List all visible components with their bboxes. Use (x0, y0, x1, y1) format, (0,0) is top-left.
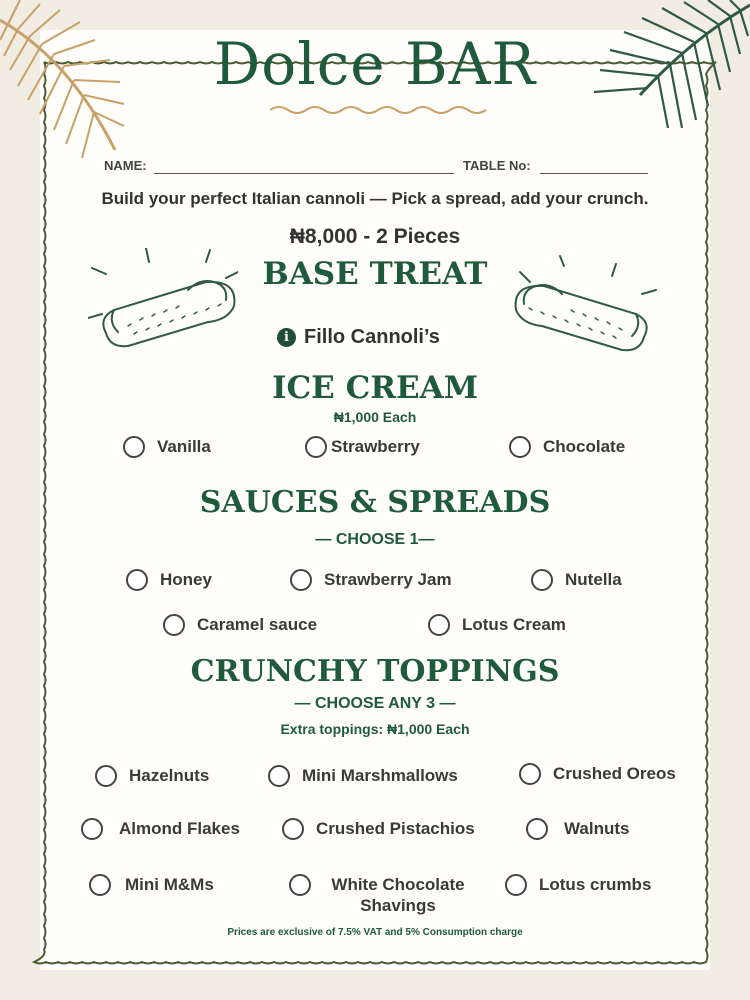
option-white-chocolate-shavings[interactable]: White Chocolate Shavings (289, 874, 473, 916)
table-number-field[interactable] (540, 173, 648, 174)
option-lotus-crumbs[interactable]: Lotus crumbs (505, 874, 651, 896)
toppings-instruction: — CHOOSE ANY 3 — (294, 695, 456, 712)
radio-button[interactable] (519, 763, 541, 785)
brand-title: Dolce BAR (213, 30, 537, 98)
option-lotus-cream[interactable]: Lotus Cream (428, 614, 566, 636)
option-crushed-oreos[interactable]: Crushed Oreos (519, 763, 676, 785)
radio-button[interactable] (305, 436, 327, 458)
option-walnuts[interactable]: Walnuts (526, 818, 629, 840)
option-mini-mms[interactable]: Mini M&Ms (89, 874, 214, 896)
option-strawberry-jam[interactable]: Strawberry Jam (290, 569, 452, 591)
radio-button[interactable] (95, 765, 117, 787)
radio-button[interactable] (268, 765, 290, 787)
tagline: Build your perfect Italian cannoli — Pick a spread, add your crunch. (101, 189, 649, 208)
radio-button[interactable] (526, 818, 548, 840)
option-honey[interactable]: Honey (126, 569, 212, 591)
option-chocolate[interactable]: Chocolate (509, 436, 625, 458)
radio-button[interactable] (531, 569, 553, 591)
option-crushed-pistachios[interactable]: Crushed Pistachios (282, 818, 475, 840)
toppings-extra-price: Extra toppings: ₦1,000 Each (280, 721, 470, 737)
radio-button[interactable] (509, 436, 531, 458)
price-text: ₦8,000 - 2 Pieces (289, 225, 461, 248)
name-label: NAME: (104, 158, 147, 173)
radio-button[interactable] (163, 614, 185, 636)
option-mini-marshmallows[interactable]: Mini Marshmallows (268, 765, 458, 787)
radio-button[interactable] (89, 874, 111, 896)
cannoli-illustration-right (512, 252, 662, 352)
radio-button[interactable] (290, 569, 312, 591)
radio-button[interactable] (505, 874, 527, 896)
base-treat-label: Fillo Cannoli’s (304, 326, 440, 348)
base-treat-heading: BASE TREAT (262, 256, 488, 292)
ice-cream-heading: ICE CREAM (271, 370, 479, 406)
radio-button[interactable] (123, 436, 145, 458)
radio-button[interactable] (126, 569, 148, 591)
ice-cream-price: ₦1,000 Each (333, 409, 417, 425)
info-icon[interactable]: i (277, 328, 296, 347)
base-treat-item (277, 326, 440, 349)
option-almond-flakes[interactable]: Almond Flakes (81, 818, 240, 840)
option-nutella[interactable]: Nutella (531, 569, 622, 591)
radio-button[interactable] (289, 874, 311, 896)
option-caramel-sauce[interactable]: Caramel sauce (163, 614, 317, 636)
radio-button[interactable] (428, 614, 450, 636)
tax-footnote: Prices are exclusive of 7.5% VAT and 5% Consumption charge (227, 927, 523, 938)
table-number-label: TABLE No: (463, 158, 531, 173)
radio-button[interactable] (81, 818, 103, 840)
radio-button[interactable] (282, 818, 304, 840)
cannoli-illustration-left (88, 248, 238, 348)
option-strawberry[interactable]: Strawberry (305, 436, 420, 458)
name-field[interactable] (154, 173, 454, 174)
option-hazelnuts[interactable]: Hazelnuts (95, 765, 209, 787)
sauces-instruction: — CHOOSE 1— (315, 531, 435, 548)
option-vanilla[interactable]: Vanilla (123, 436, 211, 458)
sauces-heading: SAUCES & SPREADS (199, 485, 551, 520)
brand-underline-wave (270, 102, 490, 118)
toppings-heading: CRUNCHY TOPPINGS (190, 654, 560, 689)
